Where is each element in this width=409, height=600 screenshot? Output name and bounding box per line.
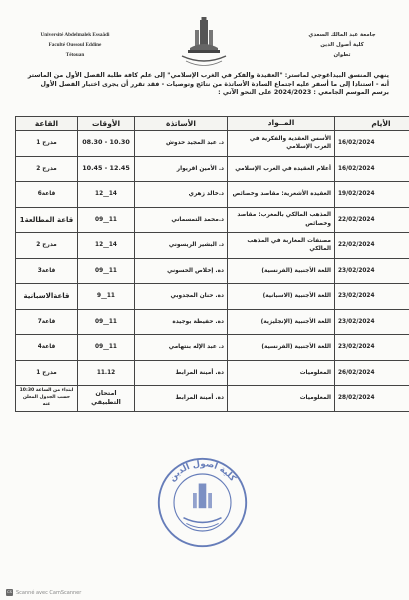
cell-subject: المعلوميات (228, 360, 335, 386)
cell-time: 11.12 (78, 360, 135, 386)
cell-date: 28/02/2024 (335, 386, 409, 412)
cell-professor: د. الأمين اقريوار (135, 156, 228, 182)
cell-subject: اللغة الأجنبية (الفرنسية) (228, 335, 335, 361)
cell-professor: دة. إخلاص الحسوني (135, 258, 228, 284)
cell-professor: دة. حفيظة بوجيدة (135, 309, 228, 335)
table-row (16, 131, 409, 157)
scanner-watermark (6, 589, 81, 596)
intro-paragraph: ينهي المنسق البيداغوجي لماستر: "العقيدة والفكر في الغرب الإسلامي" إلى علم كافة طلبة الفصل الأول من الماستر أنه - استنادا إلى ما أسفر عليه اجتماع السادة الأساتذة من نتائج وتوصيات - فقد تقرر أن يجرى اختبار الفصل الأول برسم الموسم الجامعي : 2024/2023 على النحو الآتي : (27, 72, 389, 96)
cell-hall: قاعةالاسبانية (16, 284, 78, 310)
table-row (16, 233, 409, 259)
cell-subject: الأسس العقدية والفكرية في الغرب الإسلامي (228, 131, 335, 157)
camscanner-icon: CS (7, 590, 12, 594)
cell-time: 12__14 (78, 182, 135, 208)
cell-hall: مدرج 2 (16, 233, 78, 259)
cell-subject: المعلوميات (228, 386, 335, 412)
cell-professor: د.محمد التمسماني (135, 207, 228, 233)
cell-time: 10.45 - 12.45 (78, 156, 135, 182)
header-date: الأيام (335, 117, 409, 131)
cell-subject: مصنفات المغاربة في المذهب المالكي (228, 233, 335, 259)
cell-subject: اللغة الأجنبية (الإنجليزية) (228, 309, 335, 335)
cell-hall: قاعة3 (16, 258, 78, 284)
cell-subject: أعلام العقيدة في الغرب الإسلامي (228, 156, 335, 182)
cell-time: 09__11 (78, 309, 135, 335)
header-hall: القاعة (16, 117, 78, 131)
cell-professor: د. البشير الريسوني (135, 233, 228, 259)
header-subject: المــواد (228, 117, 335, 131)
cell-professor: د.خالد زهري (135, 182, 228, 208)
header-time: الأوقات (78, 117, 135, 131)
cell-professor: د. عبد المجيد حدوش (135, 131, 228, 157)
scanner-text: Scanné avec CamScanner (16, 589, 82, 596)
table-row (16, 182, 409, 208)
table-header-row (16, 117, 409, 131)
cell-date: 16/02/2024 (335, 131, 409, 157)
faculty-name-ar: كلية أصول الدين (320, 42, 364, 48)
cell-hall: مدرج 2 (16, 156, 78, 182)
cell-date: 22/02/2024 (335, 207, 409, 233)
table-row (16, 258, 409, 284)
faculty-name-fr: Faculté Oussoul Eddine (48, 41, 102, 48)
cell-time: 9__11 (78, 284, 135, 310)
cell-subject: المذهب المالكي بالمغرب: مقاصد وخصائص (228, 207, 335, 233)
header-right-university (297, 30, 387, 60)
table-row (16, 207, 409, 233)
cell-time: 09__11 (78, 207, 135, 233)
cell-hall: قاعة المطالعة1 (16, 207, 78, 233)
cell-professor: دة. حنان المجدوبي (135, 284, 228, 310)
faculty-logo (176, 16, 232, 70)
cell-time: 09__11 (78, 258, 135, 284)
cell-date: 23/02/2024 (335, 335, 409, 361)
cell-subject: العقيدة الأشعرية: مقاصد وخصائص (228, 182, 335, 208)
cell-professor: دة. أمينة المرابط (135, 360, 228, 386)
header-left-university (20, 31, 130, 61)
svg-text:كلية أصول الدين (168, 459, 238, 483)
table-row (16, 386, 409, 412)
cell-date: 19/02/2024 (335, 182, 409, 208)
cell-hall: قاعة7 (16, 309, 78, 335)
cell-time: 12__14 (78, 233, 135, 259)
exam-schedule-table (15, 116, 409, 412)
cell-time: امتحان التطبيقي (78, 386, 135, 412)
cell-time: 09__11 (78, 335, 135, 361)
cell-date: 22/02/2024 (335, 233, 409, 259)
university-name-ar: جامعة عبد المالك السعدي (308, 32, 376, 38)
cell-date: 16/02/2024 (335, 156, 409, 182)
cell-hall: ابتداء من الساعة 10:30 حسب الجدول المعلن عنه (16, 386, 78, 412)
cell-hall: قاعة4 (16, 335, 78, 361)
cell-professor: دة. أمينة المرابط (135, 386, 228, 412)
cell-date: 23/02/2024 (335, 284, 409, 310)
cell-date: 26/02/2024 (335, 360, 409, 386)
city-name-fr: Tétouan (65, 51, 85, 58)
cell-subject: اللغة الأجنبية (الفرنسية) (228, 258, 335, 284)
cell-hall: مدرج 1 (16, 131, 78, 157)
cell-hall: قاعة6 (16, 182, 78, 208)
cell-professor: د. عبد الإله بنتهامي (135, 335, 228, 361)
table-row (16, 156, 409, 182)
table-row (16, 284, 409, 310)
city-name-ar: تطوان (333, 52, 351, 58)
faculty-stamp (155, 455, 250, 550)
cell-subject: اللغة الأجنبية (الاسبانية) (228, 284, 335, 310)
university-name-fr: Université Abdelmalek Essaâdi (40, 32, 110, 38)
table-row (16, 309, 409, 335)
stamp-text: كلية أصول الدين (167, 459, 238, 484)
cell-date: 23/02/2024 (335, 258, 409, 284)
cell-time: 08.30 - 10.30 (78, 131, 135, 157)
header-professor: الأساتذة (135, 117, 228, 131)
cell-hall: مدرج 1 (16, 360, 78, 386)
cell-date: 23/02/2024 (335, 309, 409, 335)
table-row (16, 360, 409, 386)
table-row (16, 335, 409, 361)
